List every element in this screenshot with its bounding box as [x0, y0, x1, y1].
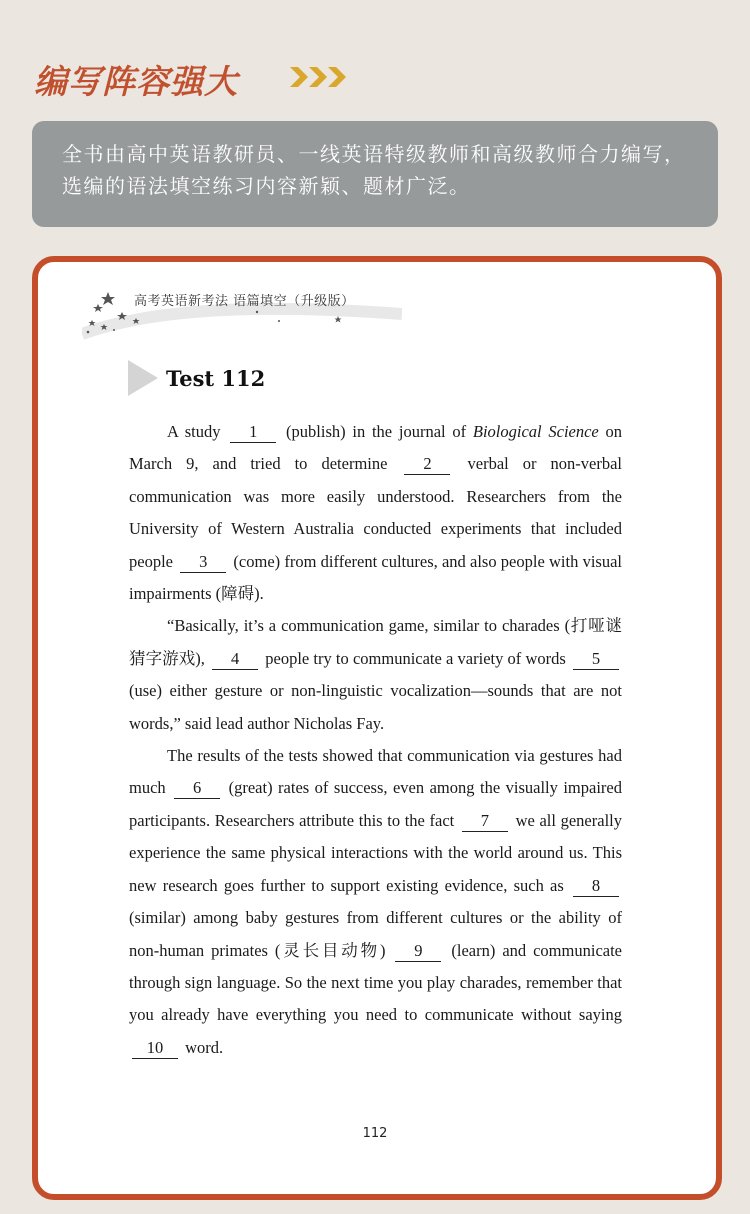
answer-blank[interactable]: 3	[180, 552, 226, 573]
passage-paragraph	[129, 740, 622, 1064]
answer-blank[interactable]: 7	[462, 811, 508, 832]
passage-paragraph	[129, 610, 622, 740]
passage-text: (learn) and communicate through sign language. So the next time you play charades, remember that you already have everything you need to communicate without saying	[129, 940, 622, 1025]
running-head: 高考英语新考法 语篇填空（升级版）	[134, 294, 355, 309]
answer-blank[interactable]: 5	[573, 649, 619, 670]
passage-text: (use) either gesture or non-linguistic vocalization—sounds that are not words,” said lead author Nicholas Fay.	[129, 681, 622, 733]
answer-blank[interactable]: 9	[395, 941, 441, 962]
section-heading: 编写阵容强大	[34, 62, 238, 101]
passage-text: on March 9, and tried to determine	[129, 422, 623, 474]
answer-blank[interactable]: 4	[212, 649, 258, 670]
passage-text: (publish) in the journal of	[279, 422, 473, 441]
passage	[129, 416, 622, 1064]
test-heading	[128, 360, 265, 396]
passage-text: verbal or non-verbal communication was more easily understood. Researchers from the University of Western Australia conducted experiments that included people	[129, 454, 622, 571]
passage-text: A study	[167, 422, 228, 441]
intro-box	[32, 121, 718, 227]
passage-text: we all generally experience the same physical interactions with the world around us. This new research goes further to support existing evidence, such as	[129, 810, 622, 895]
passage-text: (similar) among baby gestures from different cultures or the ability of non-human primates (灵长目动物)	[129, 908, 622, 960]
passage-paragraph	[129, 416, 622, 610]
answer-blank[interactable]: 8	[573, 876, 619, 897]
passage-text: “Basically, it’s a communication game, similar to charades (打哑谜猜字游戏),	[129, 616, 622, 668]
answer-blank[interactable]: 10	[132, 1038, 178, 1059]
passage-text: people try to communicate a variety of words	[261, 648, 570, 668]
page-number: 112	[362, 1126, 388, 1141]
answer-blank[interactable]: 1	[230, 422, 276, 443]
test-title: Test 112	[166, 365, 266, 391]
journal-name: Biological Science	[472, 422, 599, 441]
answer-blank[interactable]: 2	[404, 454, 450, 475]
intro-text: 全书由高中英语教研员、一线英语特级教师和高级教师合力编写，选编的语法填空练习内容新颖、题材广泛。	[62, 142, 686, 198]
passage-text: The results of the tests showed that communication via gestures had much	[129, 746, 622, 798]
passage-text: (great) rates of success, even among the visually impaired participants. Researchers attribute this to the fact	[129, 778, 622, 830]
triple-chevron-right-icon	[290, 64, 350, 90]
answer-blank[interactable]: 6	[174, 778, 220, 799]
triangle-marker-icon	[128, 360, 158, 396]
passage-text: word.	[181, 1037, 224, 1057]
passage-text: (come) from different cultures, and also people with visual impairments (障碍).	[129, 551, 622, 604]
